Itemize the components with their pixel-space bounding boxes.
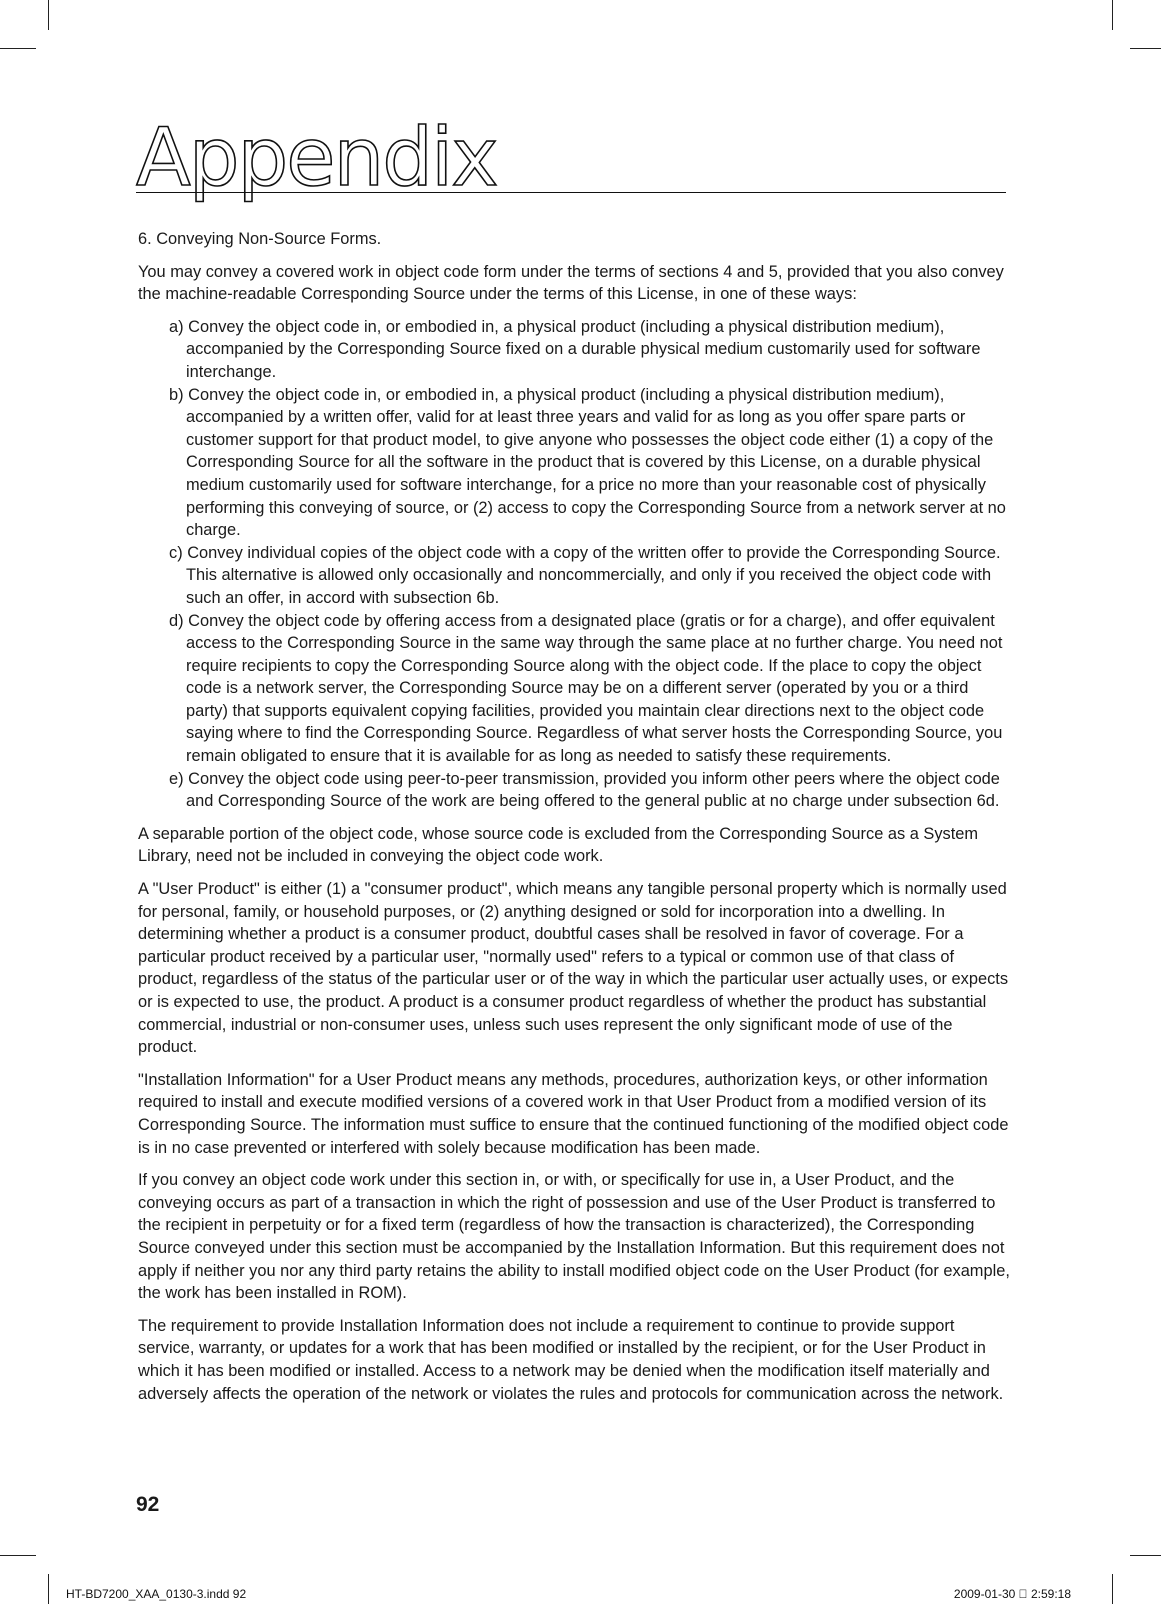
crop-mark: [1130, 48, 1161, 49]
list-item: b) Convey the object code in, or embodied in, a physical product (including a physical distribution medium), accompanied by a written offer, valid for at least three years and valid for as long as you offer spare parts or customer support for that product model, to give anyone who possesses the object code either (1) a copy of the Corresponding Source for all the software in the product that is covered by this License, on a durable physical medium customarily used for software interchange, for a price no more than your reasonable cost of physically performing this conveying of source, or (2) access to copy the Corresponding Source from a network server at no charge.: [169, 385, 1006, 540]
page-title: [136, 111, 497, 204]
crop-mark: [0, 48, 36, 49]
list-item: a) Convey the object code in, or embodied in, a physical product (including a physical distribution medium), accompanied by the Corresponding Source fixed on a durable physical medium customarily used for software interchange.: [169, 317, 981, 381]
footer-timestamp: 2009-01-30   2:59:18: [953, 1587, 1071, 1601]
body-paragraph: If you convey an object code work under this section in, or with, or specifically for use in, a User Product, and the conveying occurs as part of a transaction in which the right of possession and use of the User Product is transferred to the recipient in perpetuity or for a fixed term (regardless of how the transaction is characterized), the Corresponding Source conveyed under this section must be accompanied by the Installation Information. But this requirement does not apply if neither you nor any third party retains the ability to install modified object code on the User Product (for example, the work has been installed in ROM).: [138, 1171, 1010, 1303]
body-paragraph: "Installation Information" for a User Product means any methods, procedures, authorization keys, or other information required to install and execute modified versions of a covered work in that User Product from a modified version of its Corresponding Source. The information must suffice to ensure that the continued functioning of the modified object code is in no case prevented or interfered with solely because modification has been made.: [138, 1070, 1009, 1157]
page-title-text: Appendix: [136, 111, 497, 204]
crop-mark: [48, 1574, 49, 1604]
conveying-options-list: [138, 316, 1010, 813]
crop-mark: [48, 0, 49, 30]
section-heading: 6. Conveying Non-Source Forms.: [138, 230, 382, 248]
body-paragraph: A "User Product" is either (1) a "consumer product", which means any tangible personal property which is normally used for personal, family, or household purposes, or (2) anything designed or sold for incorporation into a dwelling. In determining whether a product is a consumer product, doubtful cases shall be resolved in favor of coverage. For a particular product received by a particular user, "normally used" refers to a typical or common use of that class of product, regardless of the status of the particular user or of the way in which the particular user actually uses, or expects or is expected to use, the product. A product is a consumer product regardless of whether the product has substantial commercial, industrial or non-consumer uses, unless such uses represent the only significant mode of use of the product.: [138, 880, 1009, 1057]
list-item: d) Convey the object code by offering access from a designated place (gratis or for a charge), and offer equivalent access to the Corresponding Source in the same way through the same place at no further charge. You need not require recipients to copy the Corresponding Source along with the object code. If the place to copy the object code is a network server, the Corresponding Source may be on a different server (operated by you or a third party) that supports equivalent copying facilities, provided you maintain clear directions next to the object code saying where to find the Corresponding Source. Regardless of what server hosts the Corresponding Source, you remain obligated to ensure that it is available for as long as needed to satisfy these requirements.: [169, 611, 1003, 766]
list-item: c) Convey individual copies of the object code with a copy of the written offer to provide the Corresponding Source. This alternative is allowed only occasionally and noncommercially, and only if you received the object code with such an offer, in accord with subsection 6b.: [169, 543, 1001, 607]
crop-mark: [1112, 0, 1113, 30]
body-paragraph: A separable portion of the object code, whose source code is excluded from the Corresponding Source as a System Library, need not be included in conveying the object code work.: [138, 824, 979, 866]
list-item: e) Convey the object code using peer-to-peer transmission, provided you inform other peers where the object code and Corresponding Source of the work are being offered to the general public at no charge under subsection 6d.: [169, 769, 1000, 811]
page-number: 92: [136, 1493, 160, 1516]
document-body: [138, 228, 1010, 1415]
footer-file-info: HT-BD7200_XAA_0130-3.indd 92: [66, 1587, 247, 1601]
body-paragraph: The requirement to provide Installation Information does not include a requirement to continue to provide support service, warranty, or updates for a work that has been modified or installed by the recipient, or for the User Product in which it has been modified or installed. Access to a network may be denied when the modification itself materially and adversely affects the operation of the network or violates the rules and protocols for communication across the network.: [138, 1316, 1004, 1403]
crop-mark: [1112, 1574, 1113, 1604]
intro-paragraph: You may convey a covered work in object code form under the terms of sections 4 and 5, provided that you also convey the machine-readable Corresponding Source under the terms of this License, in one of these ways:: [138, 262, 1004, 304]
title-rule: [136, 192, 1006, 193]
crop-mark: [1130, 1555, 1161, 1556]
crop-mark: [0, 1555, 36, 1556]
